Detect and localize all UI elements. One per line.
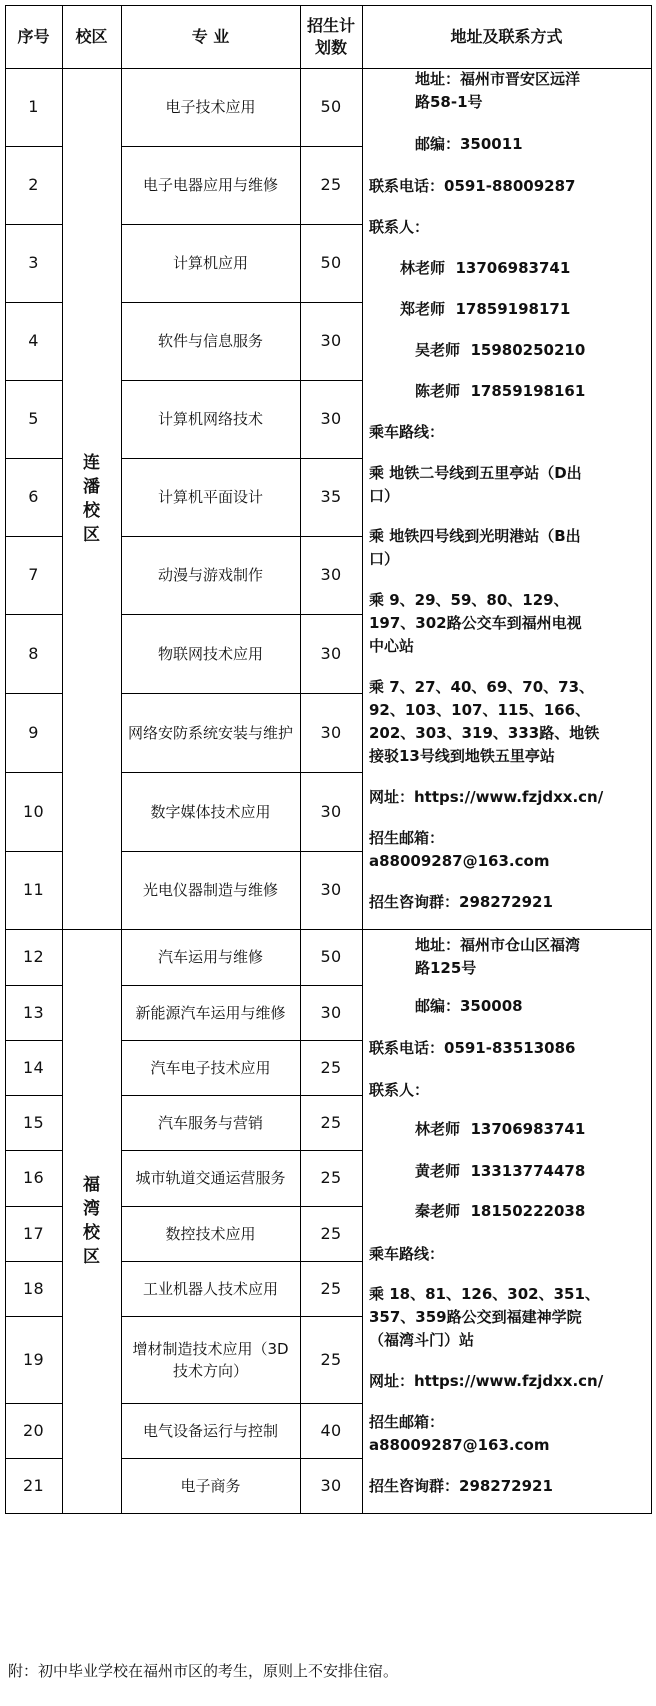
row-major-name: 新能源汽车运用与维修: [135, 1003, 286, 1022]
contact-line: （福湾斗门）站: [369, 1331, 475, 1349]
header-plan-label-line2: 划数: [314, 37, 347, 57]
row-major: [121, 693, 300, 772]
row-plan-value: 40: [320, 1420, 342, 1440]
contact-line: 林老师 13706983741: [415, 1120, 586, 1138]
column-divider: [362, 5, 363, 1514]
row-plan-value: 25: [320, 1223, 342, 1243]
row-seq-value: 5: [28, 409, 39, 428]
contact-line: a88009287@163.com: [369, 852, 550, 870]
row-plan: [300, 1403, 362, 1458]
row-plan-value: 50: [320, 947, 342, 966]
row-major: [121, 224, 300, 302]
row-major-name: 汽车电子技术应用: [150, 1058, 271, 1077]
campus-name: [62, 929, 121, 1513]
campus-name-char: 连: [83, 452, 100, 473]
header-plan: [300, 5, 362, 68]
column-divider: [651, 5, 652, 1514]
row-seq-value: 21: [23, 1475, 44, 1495]
campus-divider: [5, 1513, 652, 1514]
row-major-name: 软件与信息服务: [157, 332, 263, 350]
contact-line: 路58-1号: [415, 93, 483, 111]
row-plan-value: 30: [320, 643, 342, 663]
contact-line: 网址：https://www.fzjdxx.cn/: [369, 1372, 604, 1390]
row-plan: [300, 1095, 362, 1150]
contact-line: 乘 9、29、59、80、129、: [369, 591, 569, 609]
row-plan-value: 30: [320, 1002, 342, 1022]
campus-name-char: 校: [83, 500, 100, 521]
contact-line: 乘 地铁二号线到五里亭站（D出: [369, 464, 582, 482]
contact-line: a88009287@163.com: [369, 1436, 550, 1454]
contact-line: 地址：福州市仓山区福湾: [415, 936, 581, 954]
row-major-name: 电子商务: [180, 1476, 241, 1495]
row-plan-value: 30: [320, 331, 342, 350]
row-plan-value: 25: [320, 1349, 342, 1369]
contact-line: 林老师 13706983741: [400, 259, 571, 277]
row-major: [121, 929, 300, 985]
header-contact: [362, 5, 651, 68]
row-major: [121, 536, 300, 614]
row-plan-value: 30: [320, 409, 342, 428]
row-seq-value: 8: [28, 643, 39, 663]
row-seq: [5, 1261, 62, 1316]
row-seq-value: 7: [28, 565, 39, 584]
row-plan: [300, 1150, 362, 1206]
row-plan: [300, 458, 362, 536]
row-seq-value: 14: [23, 1057, 44, 1077]
row-seq-value: 9: [28, 722, 39, 742]
row-major: [121, 380, 300, 458]
row-major-name: 计算机网络技术: [157, 410, 263, 428]
row-major: [121, 1206, 300, 1261]
row-seq-value: 17: [23, 1223, 44, 1243]
row-major: [121, 1316, 300, 1403]
row-seq: [5, 929, 62, 985]
row-seq: [5, 772, 62, 851]
row-major: [121, 146, 300, 224]
row-major-name: 计算机平面设计: [157, 488, 263, 506]
row-plan-value: 25: [320, 1112, 342, 1132]
row-major-name: 动漫与游戏制作: [157, 566, 263, 584]
row-seq: [5, 1150, 62, 1206]
row-major: [121, 1150, 300, 1206]
row-plan: [300, 772, 362, 851]
contact-line: 招生咨询群：298272921: [369, 893, 553, 911]
contact-line: 乘车路线：: [369, 1245, 445, 1263]
row-major-name: 城市轨道交通运营服务: [135, 1169, 286, 1187]
contact-line: 口）: [369, 550, 400, 568]
row-plan: [300, 68, 362, 146]
row-major-name: 计算机应用: [172, 254, 248, 272]
header-campus: [62, 5, 121, 68]
row-plan-value: 35: [320, 487, 342, 506]
row-plan: [300, 985, 362, 1040]
campus-name-char: 校: [83, 1223, 100, 1243]
contact-line: 乘车路线：: [369, 423, 445, 441]
row-major-name: 数字媒体技术应用: [150, 802, 271, 821]
contact-line: 陈老师 17859198161: [415, 382, 586, 400]
row-plan: [300, 1206, 362, 1261]
row-plan: [300, 1261, 362, 1316]
row-seq-value: 1: [28, 97, 39, 116]
row-plan: [300, 380, 362, 458]
row-major: [121, 985, 300, 1040]
row-plan: [300, 1040, 362, 1095]
footnote: 附：初中毕业学校在福州市区的考生，原则上不安排住宿。: [8, 1662, 399, 1680]
row-seq-value: 12: [23, 947, 44, 966]
header-seq-label: 序号: [17, 26, 50, 46]
contact-line: 招生邮箱：: [369, 1413, 445, 1431]
row-major: [121, 458, 300, 536]
row-plan: [300, 693, 362, 772]
header-seq: [5, 5, 62, 68]
row-major-name: 技术方向）: [172, 1361, 248, 1380]
contact-line: 联系电话：0591-83513086: [369, 1039, 576, 1057]
row-seq: [5, 1316, 62, 1403]
row-plan: [300, 224, 362, 302]
row-seq: [5, 224, 62, 302]
row-major: [121, 68, 300, 146]
contact-line: 联系人：: [369, 1081, 430, 1099]
row-major-name: 电子电器应用与维修: [142, 176, 278, 194]
contact-line: 黄老师 13313774478: [415, 1162, 586, 1180]
contact-line: 联系人：: [369, 218, 430, 236]
row-seq-value: 18: [23, 1278, 44, 1298]
row-major-name: 工业机器人技术应用: [142, 1279, 278, 1298]
row-major: [121, 772, 300, 851]
row-seq-value: 13: [23, 1002, 44, 1022]
contact-line: 郑老师 17859198171: [400, 300, 571, 318]
row-seq: [5, 146, 62, 224]
row-seq-value: 20: [23, 1420, 44, 1440]
row-seq: [5, 1095, 62, 1150]
row-seq: [5, 68, 62, 146]
row-major: [121, 1095, 300, 1150]
campus-name-char: 湾: [83, 1199, 100, 1219]
row-major-name: 汽车运用与维修: [157, 948, 263, 966]
contact-line: 吴老师 15980250210: [415, 341, 586, 359]
campus-name-char: 福: [83, 1175, 100, 1195]
row-seq-value: 11: [23, 880, 44, 899]
row-plan-value: 25: [320, 175, 342, 194]
row-seq: [5, 1040, 62, 1095]
contact-line: 中心站: [369, 637, 415, 655]
contact-line: 202、303、319、333路、地铁: [369, 724, 600, 742]
row-seq: [5, 1403, 62, 1458]
row-seq-value: 6: [28, 487, 39, 506]
header-campus-label: 校区: [75, 26, 108, 46]
row-major-name: 网络安防系统安装与维护: [127, 723, 293, 742]
row-major-name: 电子技术应用: [165, 98, 256, 116]
campus-name-char: 潘: [83, 476, 100, 497]
row-plan-value: 25: [320, 1278, 342, 1298]
contact-line: 邮编：350008: [415, 997, 523, 1015]
row-plan-value: 50: [320, 97, 342, 116]
row-seq: [5, 302, 62, 380]
row-seq-value: 15: [23, 1112, 44, 1132]
contact-line: 招生邮箱：: [369, 829, 445, 847]
row-major: [121, 1458, 300, 1513]
row-plan-value: 30: [320, 880, 342, 899]
row-major: [121, 1261, 300, 1316]
contact-line: 招生咨询群：298272921: [369, 1477, 553, 1495]
contact-line: 路125号: [415, 959, 477, 977]
row-seq-value: 4: [28, 331, 39, 350]
row-seq: [5, 985, 62, 1040]
row-plan: [300, 851, 362, 929]
row-plan-value: 25: [320, 1057, 342, 1077]
contact-line: 地址：福州市晋安区远洋: [415, 70, 581, 88]
row-plan: [300, 1458, 362, 1513]
row-major-name: 增材制造技术应用（3D: [132, 1339, 289, 1358]
campus-name: [62, 68, 121, 929]
header-major: [121, 5, 300, 68]
row-seq: [5, 458, 62, 536]
row-seq: [5, 851, 62, 929]
row-plan-value: 50: [320, 253, 342, 272]
row-major: [121, 614, 300, 693]
row-major: [121, 302, 300, 380]
row-major-name: 物联网技术应用: [157, 644, 263, 663]
contact-line: 乘 18、81、126、302、351、: [369, 1285, 600, 1303]
contact-line: 接驳13号线到地铁五里亭站: [369, 747, 555, 765]
campus-name-char: 区: [83, 524, 100, 545]
header-major-label: 专 业: [191, 26, 230, 46]
row-major-name: 电气设备运行与控制: [142, 1421, 278, 1440]
row-plan: [300, 614, 362, 693]
row-plan: [300, 929, 362, 985]
contact-line: 357、359路公交到福建神学院: [369, 1308, 582, 1326]
row-plan: [300, 146, 362, 224]
row-major-name: 数控技术应用: [165, 1224, 256, 1243]
contact-line: 网址：https://www.fzjdxx.cn/: [369, 788, 604, 806]
row-major-name: 光电仪器制造与维修: [142, 881, 278, 899]
contact-line: 92、103、107、115、166、: [369, 701, 591, 719]
row-seq: [5, 614, 62, 693]
row-plan: [300, 302, 362, 380]
row-seq-value: 2: [28, 175, 39, 194]
row-seq-value: 16: [23, 1168, 44, 1187]
contact-line: 邮编：350011: [415, 135, 523, 153]
row-seq: [5, 536, 62, 614]
row-seq-value: 19: [23, 1349, 44, 1369]
row-major: [121, 1403, 300, 1458]
row-seq-value: 10: [23, 801, 44, 821]
row-seq-value: 3: [28, 253, 39, 272]
contact-line: 乘 7、27、40、69、70、73、: [369, 678, 595, 696]
row-seq: [5, 1458, 62, 1513]
row-seq: [5, 380, 62, 458]
row-plan-value: 30: [320, 801, 342, 821]
contact-line: 197、302路公交车到福州电视: [369, 614, 582, 632]
campus-name-char: 区: [83, 1247, 100, 1267]
contact-line: 秦老师 18150222038: [415, 1202, 586, 1220]
row-plan: [300, 536, 362, 614]
header-plan-label-line1: 招生计: [306, 15, 355, 35]
row-plan: [300, 1316, 362, 1403]
row-plan-value: 25: [320, 1168, 342, 1187]
row-major: [121, 851, 300, 929]
row-seq: [5, 1206, 62, 1261]
header-contact-label: 地址及联系方式: [450, 26, 563, 46]
row-plan-value: 30: [320, 565, 342, 584]
contact-line: 联系电话：0591-88009287: [369, 177, 576, 195]
row-major-name: 汽车服务与营销: [157, 1113, 263, 1132]
row-plan-value: 30: [320, 722, 342, 742]
row-plan-value: 30: [320, 1475, 342, 1495]
row-major: [121, 1040, 300, 1095]
row-seq: [5, 693, 62, 772]
contact-line: 乘 地铁四号线到光明港站（B出: [369, 527, 581, 545]
contact-line: 口）: [369, 487, 400, 505]
